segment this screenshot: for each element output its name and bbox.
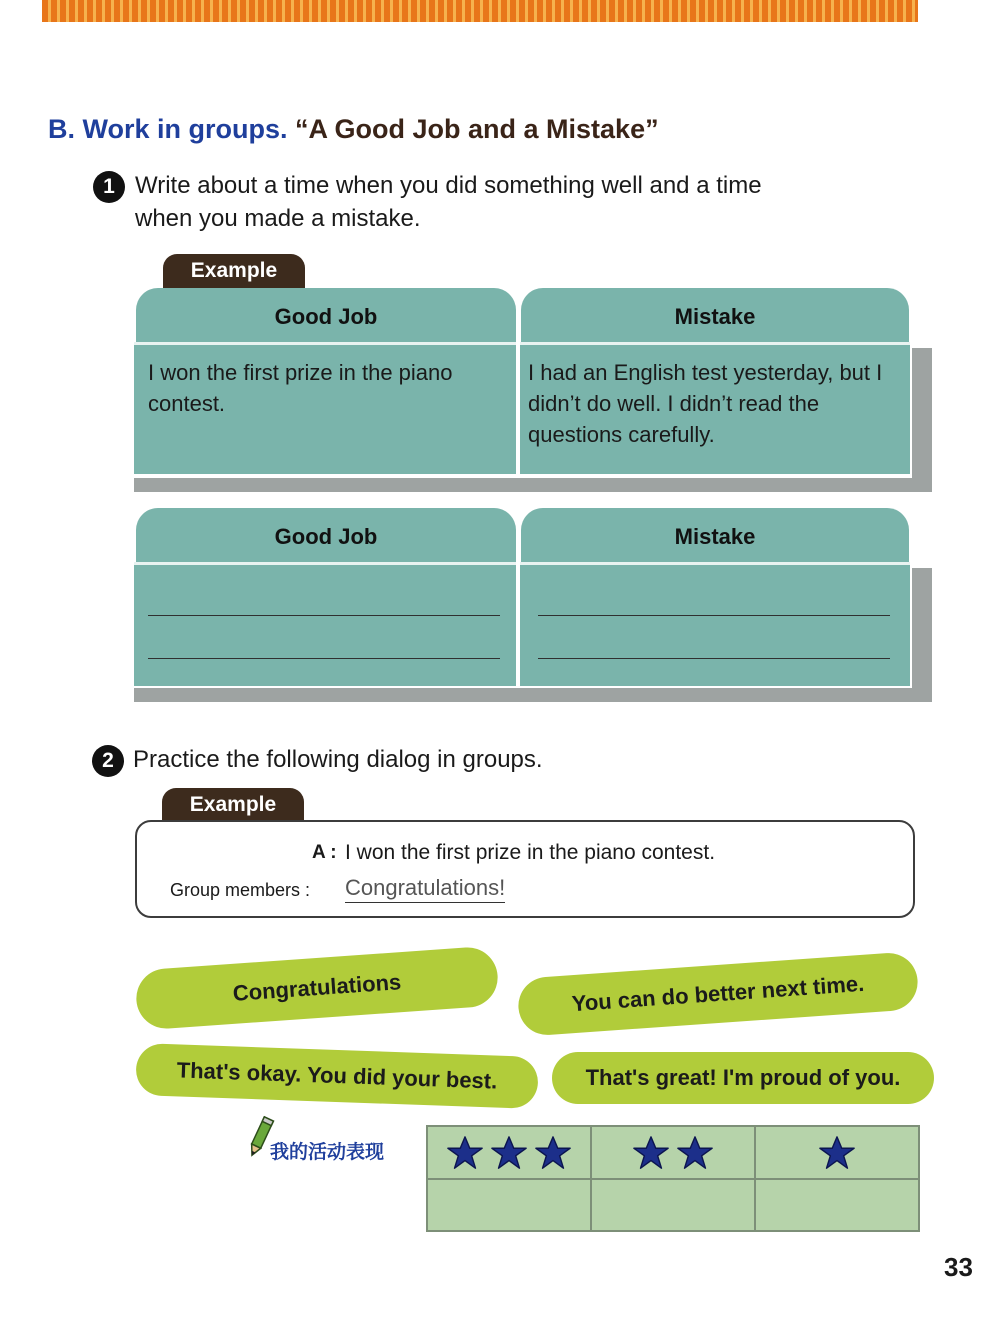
- table-shadow-bottom: [134, 478, 932, 492]
- group-members-label: Group members :: [170, 880, 311, 900]
- task-1-number-badge: 1: [93, 171, 125, 203]
- star-icon: [632, 1134, 670, 1172]
- decorative-top-border: [42, 0, 918, 22]
- table-shadow-bottom: [134, 688, 932, 702]
- example-good-job-cell: I won the first prize in the piano contest.: [134, 342, 516, 474]
- rating-check-cell[interactable]: [427, 1179, 591, 1231]
- task-2-number-badge: 2: [92, 745, 124, 777]
- example-table: [134, 288, 924, 498]
- write-line: [148, 658, 500, 659]
- example-dialog-box: [135, 820, 915, 918]
- blank-good-job-header: Good Job: [136, 508, 516, 562]
- response-bubble-proud-of-you[interactable]: That's great! I'm proud of you.: [552, 1052, 934, 1104]
- star-icon: [818, 1134, 856, 1172]
- activity-performance-label: 我的活动表现: [270, 1141, 385, 1163]
- blank-table: [134, 508, 924, 708]
- star-icon: [676, 1134, 714, 1172]
- section-label: B. Work in groups.: [48, 114, 288, 144]
- rating-cell-three-stars[interactable]: [427, 1126, 591, 1179]
- write-line: [148, 615, 500, 616]
- task-1-instruction: [135, 169, 762, 235]
- rating-check-cell[interactable]: [755, 1179, 919, 1231]
- rating-cell-one-star[interactable]: [755, 1126, 919, 1179]
- table-shadow-right: [912, 348, 932, 492]
- write-line: [538, 615, 890, 616]
- response-bubble-did-your-best[interactable]: That's okay. You did your best.: [135, 1043, 539, 1109]
- self-evaluation-grid: [426, 1125, 920, 1232]
- blank-mistake-header: Mistake: [521, 508, 909, 562]
- table-shadow-right: [912, 568, 932, 702]
- speaker-a-line: I won the first prize in the piano contest.: [345, 841, 716, 864]
- example-tab-1: Example: [163, 254, 305, 288]
- example-good-job-header: Good Job: [136, 288, 516, 342]
- star-icon: [534, 1134, 572, 1172]
- page-number: 33: [944, 1252, 973, 1282]
- section-title: “A Good Job and a Mistake”: [295, 114, 659, 144]
- blank-good-job-cell[interactable]: [134, 562, 516, 686]
- response-bubble-do-better[interactable]: You can do better next time.: [516, 951, 919, 1037]
- group-members-line: Congratulations!: [345, 875, 505, 903]
- response-bubble-congratulations[interactable]: Congratulations: [134, 945, 499, 1030]
- star-icon: [446, 1134, 484, 1172]
- star-icon: [490, 1134, 528, 1172]
- blank-mistake-cell[interactable]: [520, 562, 910, 686]
- task-1-instruction-line-2: when you made a mistake.: [135, 205, 421, 232]
- task-2-instruction: Practice the following dialog in groups.: [133, 746, 543, 773]
- rating-cell-two-stars[interactable]: [591, 1126, 755, 1179]
- rating-check-cell[interactable]: [591, 1179, 755, 1231]
- example-mistake-cell: I had an English test yesterday, but I didn’t do well. I didn’t read the questions carefully.: [520, 342, 910, 474]
- write-line: [538, 658, 890, 659]
- section-heading: [48, 114, 659, 145]
- task-1-instruction-line-1: Write about a time when you did something well and a time: [135, 172, 762, 199]
- speaker-a-label: A :: [312, 842, 337, 863]
- example-tab-2: Example: [162, 788, 304, 822]
- example-mistake-header: Mistake: [521, 288, 909, 342]
